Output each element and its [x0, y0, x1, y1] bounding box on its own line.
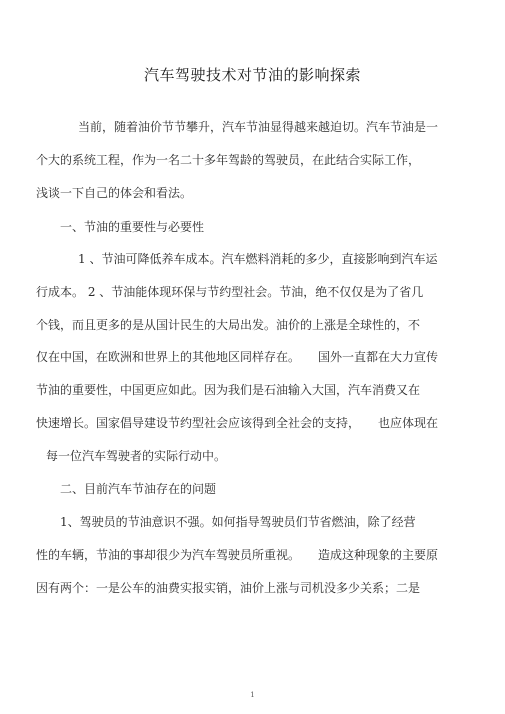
text-line: 节油的重要性，中国更应如此。因为我们是石油输入大国，汽车消费又在	[36, 383, 421, 397]
text-line: 行成本。 2 、节油能体现环保与节约型社会。节油，绝不仅仅是为了省几	[36, 285, 424, 299]
document-title: 汽车驾驶技术对节油的影响探索	[143, 66, 361, 84]
text-line: 快速增长。国家倡导建设节约型社会应该得到全社会的支持， 也应体现在	[36, 416, 439, 430]
text-line: 每一位汽车驾驶者的实际行动中。	[46, 449, 227, 463]
page-number: 1	[250, 691, 255, 699]
text-line: 因有两个：一是公车的油费实报实销，油价上涨与司机没多少关系；二是	[36, 581, 421, 595]
text-line: 1 、节油可降低养车成本。汽车燃料消耗的多少，直接影响到汽车运	[78, 252, 438, 266]
text-line: 浅谈一下自己的体会和看法。	[36, 186, 193, 200]
text-line: 个钱，而且更多的是从国计民生的大局出发。油价的上涨是全球性的，不	[36, 318, 421, 332]
section-heading: 一、节油的重要性与必要性	[60, 220, 205, 234]
text-line: 仅在中国，在欧洲和世界上的其他地区同样存在。 国外一直都在大力宣传	[36, 350, 439, 364]
section-heading: 二、目前汽车节油存在的问题	[60, 482, 217, 496]
text-line: 个大的系统工程，作为一名二十多年驾龄的驾驶员，在此结合实际工作，	[36, 153, 421, 167]
text-line: 当前，随着油价节节攀升，汽车节油显得越来越迫切。汽车节油是一	[78, 120, 439, 134]
text-line: 性的车辆，节油的事却很少为汽车驾驶员所重视。 造成这种现象的主要原	[36, 548, 439, 562]
text-line: 1、驾驶员的节油意识不强。如何指导驾驶员们节省燃油，除了经营	[60, 515, 416, 529]
